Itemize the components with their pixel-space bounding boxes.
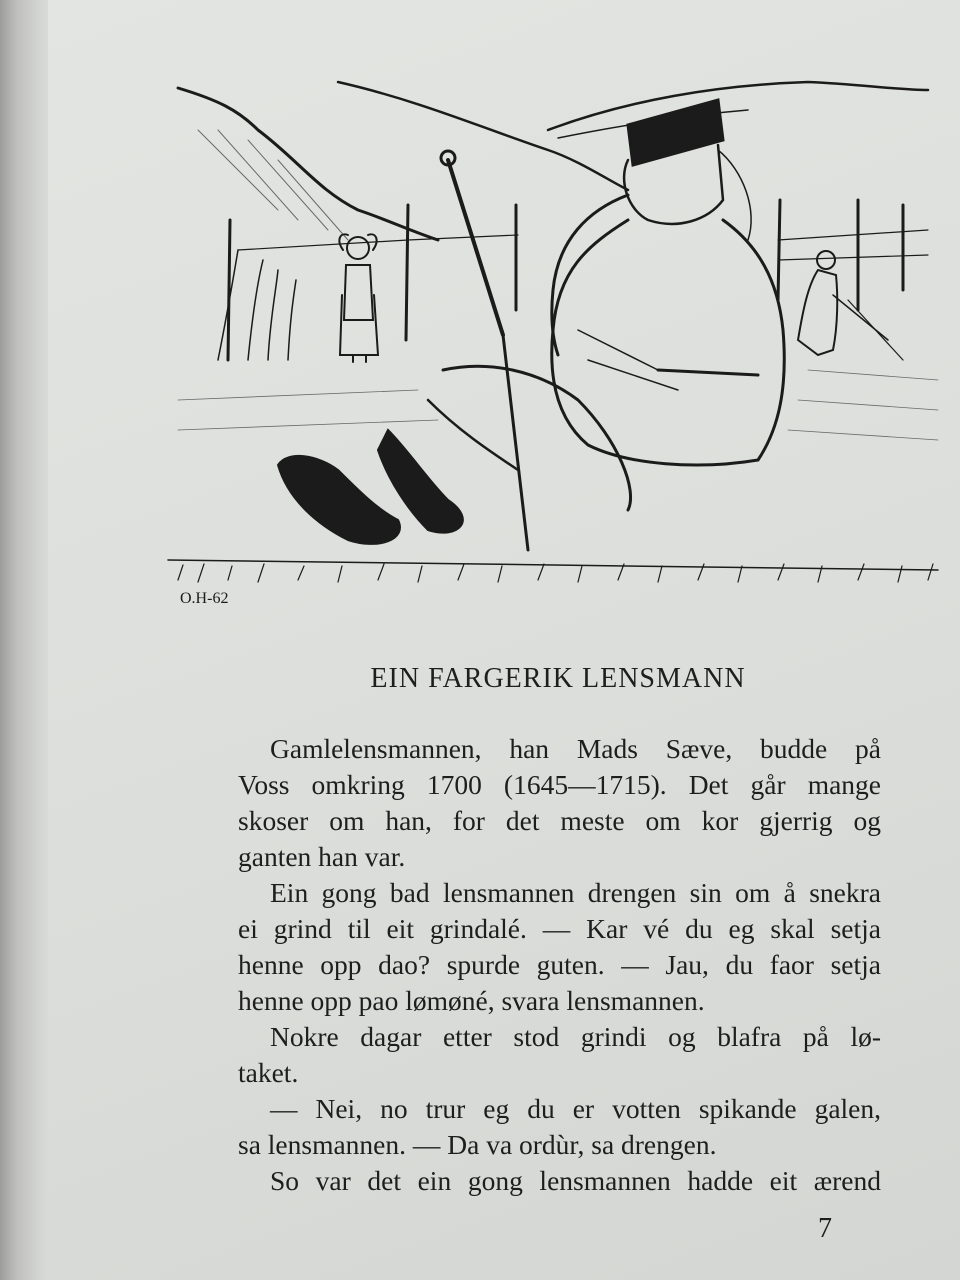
illustration-svg bbox=[158, 70, 948, 615]
chapter-title: EIN FARGERIK LENSMANN bbox=[370, 663, 746, 694]
text-line: ganten han var. bbox=[238, 841, 406, 872]
text-line: henne opp pao lømøné, svara lensmannen. bbox=[238, 985, 705, 1016]
book-page bbox=[48, 0, 960, 1280]
text-line: Gamlelensmannen, han Mads Sæve, budde på bbox=[270, 733, 881, 764]
body-text bbox=[238, 731, 881, 1199]
book-binding bbox=[0, 0, 48, 1280]
text-line: ei grind til eit grindalé. — Kar vé du eg skal setja bbox=[238, 913, 881, 944]
text-line: taket. bbox=[238, 1057, 299, 1088]
text-line: Nokre dagar etter stod grindi og blafra på lø- bbox=[270, 1021, 881, 1052]
pen-drawing-illustration bbox=[158, 70, 948, 615]
artist-signature: O.H-62 bbox=[180, 590, 229, 607]
text-line: sa lensmannen. — Da va ordùr, sa drengen. bbox=[238, 1129, 717, 1160]
text-line: So var det ein gong lensmannen hadde eit ærend bbox=[270, 1165, 881, 1196]
text-line: skoser om han, for det meste om kor gjerrig og bbox=[238, 805, 881, 836]
text-line: — Nei, no trur eg du er votten spikande galen, bbox=[270, 1093, 881, 1124]
text-line: henne opp dao? spurde guten. — Jau, du faor setja bbox=[238, 949, 881, 980]
page-number: 7 bbox=[818, 1213, 832, 1244]
text-line: Ein gong bad lensmannen drengen sin om å snekra bbox=[270, 877, 881, 908]
text-line: Voss omkring 1700 (1645—1715). Det går mange bbox=[238, 769, 881, 800]
